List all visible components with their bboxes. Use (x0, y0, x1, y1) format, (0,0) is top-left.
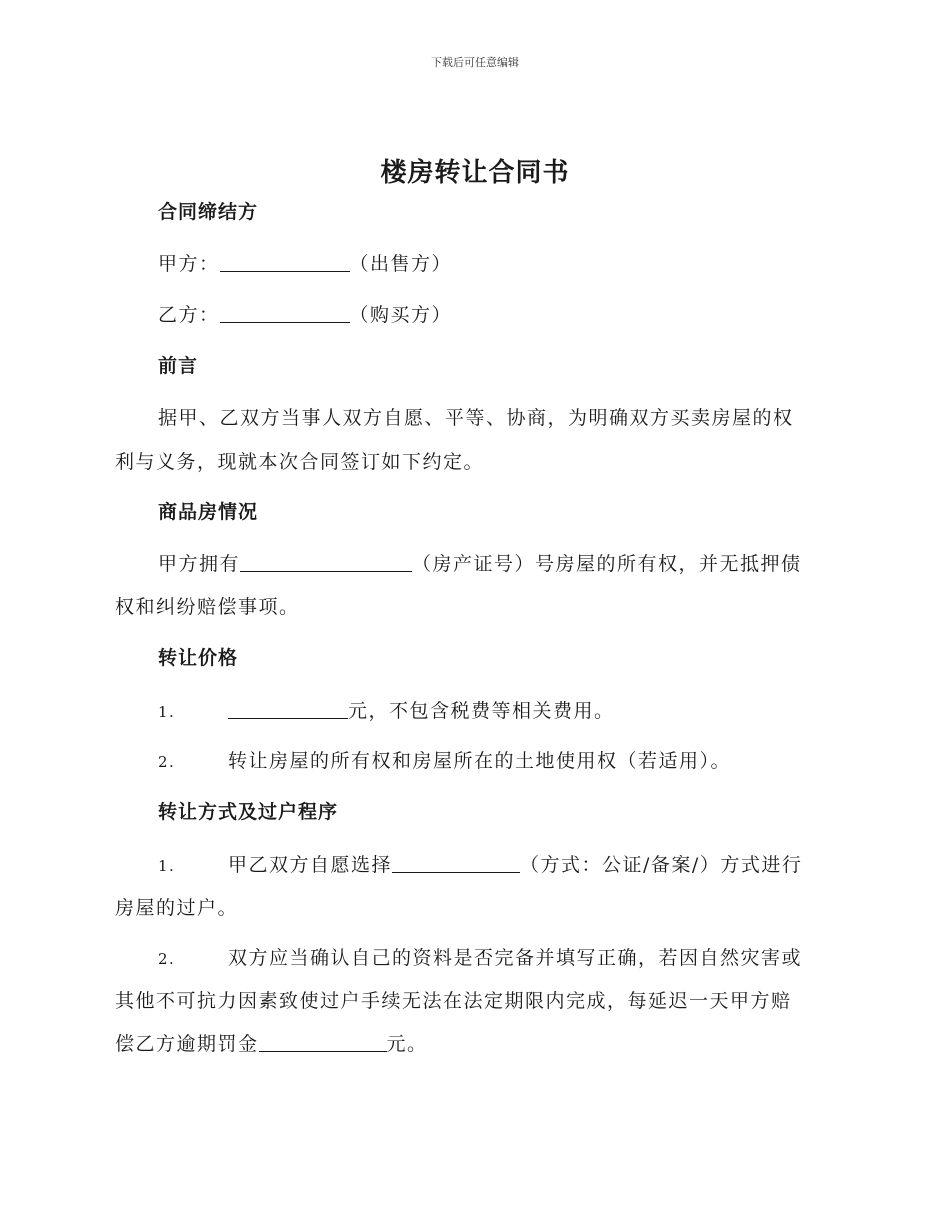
transfer-item-1-number: 1. (158, 857, 176, 875)
section-heading-preface: 前言 (158, 355, 199, 377)
transfer-item-2-text-3b: 元。 (386, 1033, 428, 1055)
property-cert-blank (240, 551, 412, 572)
preface-line-1: 据甲、乙双方当事人双方自愿、平等、协商，为明确双方买卖房屋的权 (158, 407, 794, 429)
transfer-item-2-line-3 (115, 1031, 835, 1056)
party-a-role: （出售方） (349, 253, 453, 275)
penalty-amount-blank (259, 1031, 387, 1052)
party-b-role: （购买方） (349, 304, 453, 326)
party-b-label: 乙方： (158, 304, 220, 326)
document-title: 楼房转让合同书 (380, 158, 570, 188)
party-a-line (158, 251, 878, 276)
price-item-1 (158, 698, 878, 724)
price-item-2-number: 2. (158, 753, 176, 771)
party-b-blank (220, 302, 350, 323)
page-header-note: 下载后可任意编辑 (431, 56, 519, 69)
party-a-blank (220, 251, 350, 272)
price-item-2 (158, 749, 878, 774)
transfer-item-2-line-2: 其他不可抗力因素致使过户手续无法在法定期限内完成，每延迟一天甲方赔 (115, 990, 792, 1012)
price-item-1-text: 元，不包含税费等相关费用。 (348, 700, 615, 722)
transfer-item-2-text-3a: 偿乙方逾期罚金 (115, 1033, 259, 1055)
property-line-1 (158, 551, 878, 576)
transfer-item-1-text-a: 甲乙双方自愿选择 (228, 854, 393, 876)
transfer-item-2-text-1: 双方应当确认自己的资料是否完备并填写正确，若因自然灾害或 (228, 947, 803, 969)
section-heading-price: 转让价格 (158, 647, 239, 669)
price-item-1-number: 1. (158, 703, 176, 721)
section-heading-transfer: 转让方式及过户程序 (158, 801, 339, 823)
transfer-item-1 (158, 852, 878, 878)
transfer-method-blank (392, 852, 520, 873)
section-heading-property: 商品房情况 (158, 501, 259, 523)
property-text-a: 甲方拥有 (158, 553, 241, 575)
transfer-item-2-number: 2. (158, 950, 176, 968)
property-line-2: 权和纠纷赔偿事项。 (115, 596, 300, 618)
party-a-label: 甲方： (158, 253, 220, 275)
party-b-line (158, 302, 878, 327)
property-text-b: （房产证号）号房屋的所有权，并无抵押债 (412, 553, 802, 575)
transfer-item-1-line-2: 房屋的过户。 (115, 897, 239, 919)
transfer-item-2 (158, 946, 878, 971)
transfer-item-1-text-b: （方式：公证/备案/）方式进行 (520, 854, 803, 876)
price-item-2-text: 转让房屋的所有权和房屋所在的土地使用权（若适用）。 (228, 750, 732, 772)
preface-line-2: 利与义务，现就本次合同签订如下约定。 (115, 451, 485, 473)
section-heading-parties: 合同缔结方 (158, 201, 259, 223)
price-amount-blank (228, 698, 348, 719)
